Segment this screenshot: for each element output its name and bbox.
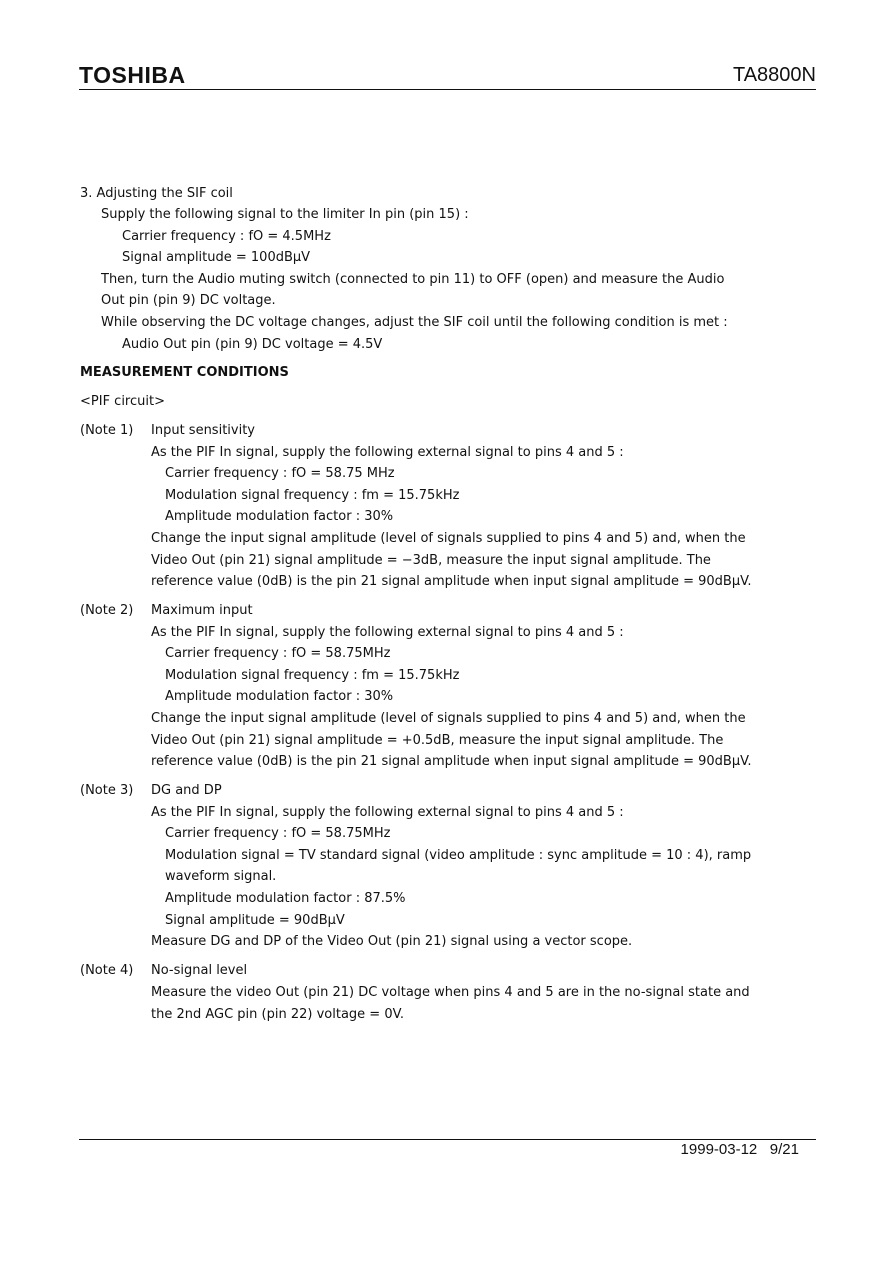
note-line: the 2nd AGC pin (pin 22) voltage = 0V.: [151, 1007, 404, 1022]
note-line: Amplitude modulation factor : 30%: [165, 509, 394, 524]
header-rule: [79, 89, 816, 90]
note-title: Input sensitivity: [151, 423, 255, 438]
measurement-heading: MEASUREMENT CONDITIONS: [80, 365, 289, 380]
note-line: reference value (0dB) is the pin 21 signal amplitude when input signal amplitude = 90dBμV.: [151, 754, 752, 769]
note-label: (Note 3): [80, 783, 134, 798]
note-line: Signal amplitude = 90dBμV: [165, 913, 345, 928]
note-line: Carrier frequency : fO = 58.75 MHz: [165, 466, 395, 481]
footer-date: 1999-03-12: [680, 1141, 758, 1158]
note-line: As the PIF In signal, supply the following external signal to pins 4 and 5 :: [151, 445, 624, 460]
section-line: While observing the DC voltage changes, adjust the SIF coil until the following condition is met :: [101, 315, 728, 330]
section-line: Signal amplitude = 100dBμV: [122, 250, 311, 265]
note-title: Maximum input: [151, 603, 253, 618]
section-line: Audio Out pin (pin 9) DC voltage = 4.5V: [122, 337, 383, 352]
footer-page: 9/21: [769, 1141, 799, 1158]
section-line: Then, turn the Audio muting switch (connected to pin 11) to OFF (open) and measure the Audio: [101, 272, 725, 287]
section-line: Out pin (pin 9) DC voltage.: [101, 293, 276, 308]
note-label: (Note 1): [80, 423, 134, 438]
note-title: DG and DP: [151, 783, 222, 798]
note-line: Amplitude modulation factor : 30%: [165, 689, 394, 704]
part-number: TA8800N: [732, 64, 816, 86]
note-line: Video Out (pin 21) signal amplitude = +0.5dB, measure the input signal amplitude. The: [151, 733, 724, 748]
note-label: (Note 2): [80, 603, 134, 618]
note-line: reference value (0dB) is the pin 21 signal amplitude when input signal amplitude = 90dBμV.: [151, 574, 752, 589]
section-title: 3. Adjusting the SIF coil: [80, 186, 233, 201]
note-line: Video Out (pin 21) signal amplitude = −3dB, measure the input signal amplitude. The: [151, 553, 711, 568]
note-line: Carrier frequency : fO = 58.75MHz: [165, 646, 391, 661]
note-line: Measure the video Out (pin 21) DC voltage when pins 4 and 5 are in the no-signal state and: [151, 985, 750, 1000]
note-line: waveform signal.: [165, 869, 277, 884]
note-line: Modulation signal frequency : fm = 15.75kHz: [165, 488, 460, 503]
section-line: Carrier frequency : fO = 4.5MHz: [122, 229, 331, 244]
note-line: Amplitude modulation factor : 87.5%: [165, 891, 406, 906]
note-line: Modulation signal frequency : fm = 15.75kHz: [165, 668, 460, 683]
note-title: No-signal level: [151, 963, 248, 978]
circuit-heading: <PIF circuit>: [80, 394, 165, 409]
note-line: As the PIF In signal, supply the following external signal to pins 4 and 5 :: [151, 805, 624, 820]
brand-logo: TOSHIBA: [79, 62, 186, 88]
note-line: Change the input signal amplitude (level of signals supplied to pins 4 and 5) and, when the: [151, 711, 746, 726]
section-line: Supply the following signal to the limiter In pin (pin 15) :: [101, 207, 469, 222]
note-line: Measure DG and DP of the Video Out (pin 21) signal using a vector scope.: [151, 934, 633, 949]
note-line: Carrier frequency : fO = 58.75MHz: [165, 826, 391, 841]
note-line: As the PIF In signal, supply the following external signal to pins 4 and 5 :: [151, 625, 624, 640]
footer: [681, 1141, 799, 1158]
note-line: Change the input signal amplitude (level of signals supplied to pins 4 and 5) and, when the: [151, 531, 746, 546]
note-line: Modulation signal = TV standard signal (video amplitude : sync amplitude = 10 : 4), ramp: [165, 848, 752, 863]
footer-rule: [79, 1139, 816, 1140]
note-label: (Note 4): [80, 963, 134, 978]
